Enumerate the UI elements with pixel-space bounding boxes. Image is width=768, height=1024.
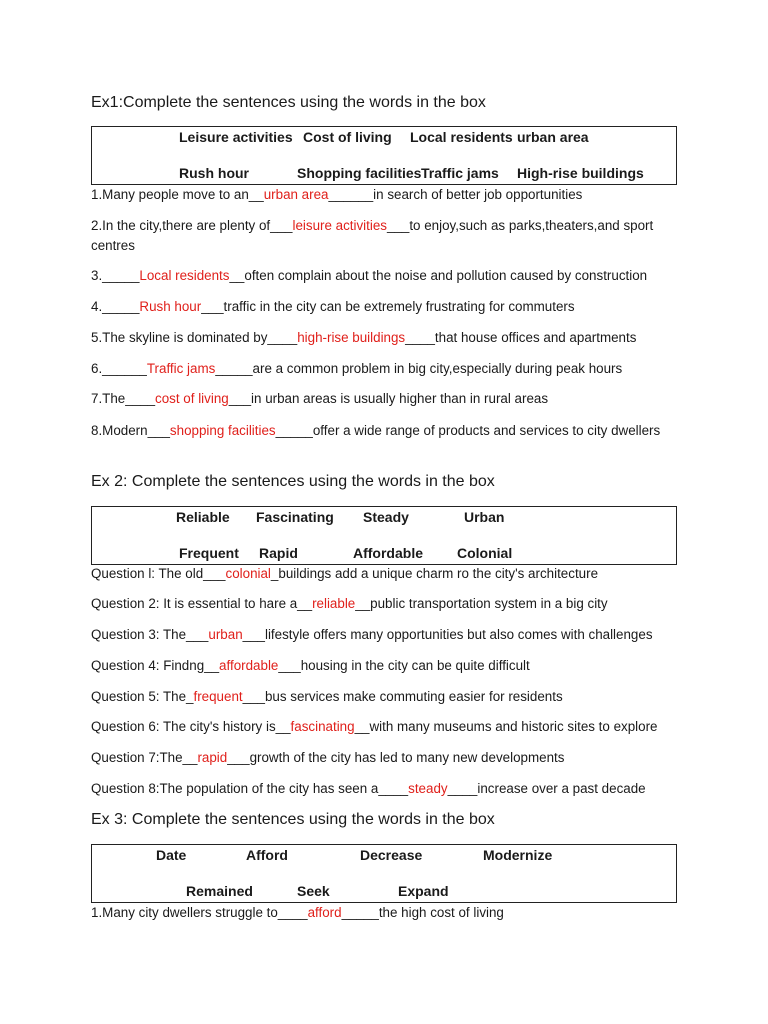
answer: Traffic jams <box>146 361 216 376</box>
answer: high-rise buildings <box>297 330 406 345</box>
answer: steady <box>408 781 448 796</box>
ex3-word: Afford <box>246 847 288 863</box>
ex1-word: Local residents <box>410 129 513 145</box>
ex1-sentence-4: 4._____Rush hour___traffic in the city can be extremely frustrating for commuters <box>91 299 575 314</box>
ex2-word: Steady <box>363 509 409 525</box>
answer: fascinating <box>290 719 355 734</box>
ex1-word: Cost of living <box>303 129 392 145</box>
answer: leisure activities <box>292 218 387 233</box>
ex3-word: Seek <box>297 883 330 899</box>
answer: reliable <box>312 596 356 611</box>
ex2-word: Colonial <box>457 545 513 561</box>
ex3-word: Decrease <box>360 847 423 863</box>
ex1-sentence-3: 3._____Local residents__often complain about the noise and pollution caused by construction <box>91 268 648 283</box>
answer: affordable <box>219 658 279 673</box>
answer: afford <box>307 905 342 920</box>
ex3-word: Remained <box>186 883 253 899</box>
ex1-word: Traffic jams <box>421 165 499 181</box>
ex2-question-2: Question 2: It is essential to hare a__reliable__public transportation system in a big city <box>91 596 608 611</box>
ex2-word-box <box>91 506 677 565</box>
ex2-question-3: Question 3: The___urban___lifestyle offers many opportunities but also comes with challenges <box>91 627 653 642</box>
answer: Rush hour <box>139 299 202 314</box>
answer: Local residents <box>139 268 230 283</box>
ex2-word: Frequent <box>179 545 239 561</box>
ex2-question-4: Question 4: Findng__affordable___housing in the city can be quite difficult <box>91 658 530 673</box>
ex1-sentence-6: 6.______Traffic jams_____are a common problem in big city,especially during peak hours <box>91 361 623 376</box>
ex2-question-6: Question 6: The city's history is__fascinating__with many museums and historic sites to explore <box>91 719 658 734</box>
ex3-word-box <box>91 844 677 903</box>
ex1-sentence-8: 8.Modern___shopping facilities_____offer a wide range of products and services to city dwellers <box>91 423 661 438</box>
ex1-sentence-7: 7.The____cost of living___in urban areas is usually higher than in rural areas <box>91 391 549 406</box>
ex1-word: Leisure activities <box>179 129 293 145</box>
answer: urban <box>208 627 243 642</box>
ex1-word: High-rise buildings <box>517 165 644 181</box>
answer: shopping facilities <box>169 423 276 438</box>
answer: cost of living <box>155 391 229 406</box>
answer: frequent <box>193 689 243 704</box>
ex2-question-7: Question 7:The__rapid___growth of the city has led to many new developments <box>91 750 565 765</box>
ex1-sentence-5: 5.The skyline is dominated by____high-rise buildings____that house offices and apartments <box>91 330 637 345</box>
ex2-word: Reliable <box>176 509 230 525</box>
ex2-word: Urban <box>464 509 505 525</box>
ex1-sentence-2: 2.In the city,there are plenty of___leisure activities___to enjoy,such as parks,theaters,and sport centres <box>91 218 654 253</box>
ex2-word: Rapid <box>259 545 298 561</box>
ex1-sentence-1: 1.Many people move to an__urban area______in search of better job opportunities <box>91 187 583 202</box>
ex1-word: Rush hour <box>179 165 249 181</box>
ex3-word: Date <box>156 847 187 863</box>
ex3-word: Modernize <box>483 847 553 863</box>
ex3-sentence-1: 1.Many city dwellers struggle to____afford_____the high cost of living <box>91 905 504 920</box>
ex2-word: Fascinating <box>256 509 334 525</box>
ex1-word-box <box>91 126 677 185</box>
ex2-question-8: Question 8:The population of the city has seen a____steady____increase over a past decade <box>91 781 646 796</box>
ex1-word: urban area <box>517 129 589 145</box>
ex2-word: Affordable <box>353 545 423 561</box>
ex3-title: Ex 3: Complete the sentences using the words in the box <box>91 811 495 828</box>
ex1-word: Shopping facilities <box>297 165 422 181</box>
ex2-title: Ex 2: Complete the sentences using the words in the box <box>91 473 495 490</box>
ex2-question-1: Question l: The old___colonial_buildings add a unique charm ro the city's architecture <box>91 566 599 581</box>
ex1-title: Ex1:Complete the sentences using the words in the box <box>91 94 486 111</box>
ex3-word: Expand <box>398 883 449 899</box>
answer: colonial <box>225 566 271 581</box>
ex2-question-5: Question 5: The_frequent___bus services make commuting easier for residents <box>91 689 563 704</box>
answer: rapid <box>197 750 228 765</box>
answer: urban area <box>263 187 329 202</box>
